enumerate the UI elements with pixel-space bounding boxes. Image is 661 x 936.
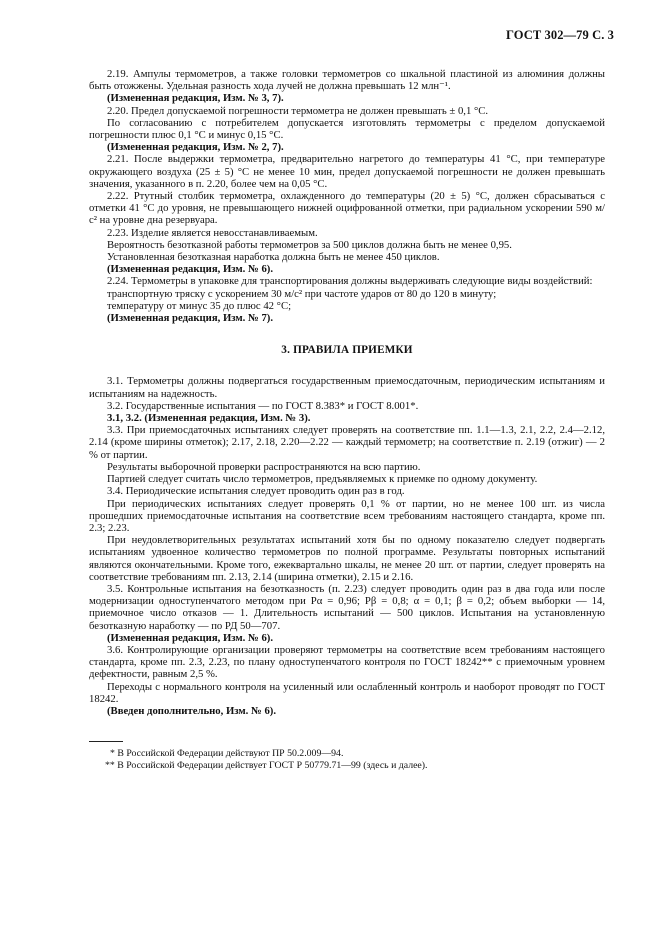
paragraph: 3.3. При приемосдаточных испытаниях следует проверять на соответствие пп. 1.1—1.3, 2.1, 2.2, 2.4—2.12, 2.14 (кроме ширины отметок); 2.17, 2.18, 2.20—2.22 — каждый термометр; на соответствие п. 2.19 (отжиг) — 2 % от партии. xyxy=(89,424,605,461)
revision-note: (Измененная редакция, Изм. № 6). xyxy=(107,631,274,644)
footnote-1: * В Российской Федерации действуют ПР 50.2.009—94. xyxy=(110,748,344,760)
paragraph: По согласованию с потребителем допускается изготовлять термометры с пределом допускаемой погрешности плюс 0,1 °С и минус 0,15 °С. xyxy=(89,116,605,142)
paragraph: Результаты выборочной проверки распространяются на всю партию. xyxy=(107,460,421,473)
paragraph: При периодических испытаниях следует проверять 0,1 % от партии, но не менее 100 шт. из числа прошедших приемосдаточные испытания на соответствие всем требованиям настоящего стандарта, кроме пп. 2.3; 2.23. xyxy=(89,497,605,534)
footnote-divider xyxy=(89,741,123,742)
paragraph: Партией следует считать число термометров, предъявляемых к приемке по одному документу. xyxy=(107,473,538,486)
footnote-2: ** В Российской Федерации действует ГОСТ Р 50779.71—99 (здесь и далее). xyxy=(105,760,428,772)
paragraph: 2.21. После выдержки термометра, предварительно нагретого до температуры 41 °С, при температуре окружающего воздуха (25 ± 5) °С не менее 10 мин, предел допускаемой погрешности не должен превышать значения, указанного в п. 2.20, более чем на 0,05 °С. xyxy=(89,153,605,190)
revision-note: (Измененная редакция, Изм. № 7). xyxy=(107,312,274,325)
section-title: 3. ПРАВИЛА ПРИЕМКИ xyxy=(281,344,413,357)
paragraph: 2.24. Термометры в упаковке для транспортирования должны выдерживать следующие виды воздействий: xyxy=(107,275,593,288)
paragraph: Переходы с нормального контроля на усиленный или ослабленный контроль и наоборот проводят по ГОСТ 18242. xyxy=(89,680,605,705)
paragraph: Вероятность безотказной работы термометров за 500 циклов должна быть не менее 0,95. xyxy=(107,238,512,251)
paragraph: При неудовлетворительных результатах испытаний хотя бы по одному показателю следует подвергать испытаниям удвоенное количество термометров по полной программе. Результаты повторных испытаний являются окончательными. Кроме того, ежеквартально шкалы, не менее 20 шт. от партии, следует проверять на соответствие требованиям пп. 2.13, 2.14 (ширина отметки), 2.15 и 2.16. xyxy=(89,534,605,583)
paragraph: транспортную тряску с ускорением 30 м/с² при частоте ударов от 80 до 120 в минуту; xyxy=(107,287,497,300)
section-2-continued xyxy=(89,68,605,324)
paragraph: 2.19. Ампулы термометров, а также головки термометров со шкальной пластиной из алюминия должны быть отожжены. Удельная разность хода лучей не должна превышать 12 млн⁻¹. xyxy=(89,68,605,93)
paragraph: 2.22. Ртутный столбик термометра, охлажденного до температуры (20 ± 5) °С, должен сбрасываться с отметки 41 °С до уровня, не превышающего нижней оцифрованной отметки, при радиальном ускорении 590 м/с² на уровне дна резервуара. xyxy=(89,190,605,227)
revision-note: 3.1, 3.2. (Измененная редакция, Изм. № 3). xyxy=(107,412,311,425)
revision-note: (Измененная редакция, Изм. № 2, 7). xyxy=(107,141,284,154)
section-3-body xyxy=(89,375,605,717)
paragraph: 3.5. Контрольные испытания на безотказность (п. 2.23) следует проводить один раз в два года или после модернизации одноступенчатого методом при Pα = 0,96; Pβ = 0,8; α = 0,1; β = 0,2; объем выборки — 14, приемочное число отказов — 1. Длительность испытаний — 500 циклов. Испытания на установленную безотказную наработку — по РД 50—707. xyxy=(89,582,605,632)
page-header: ГОСТ 302—79 С. 3 xyxy=(505,28,614,42)
paragraph: 3.2. Государственные испытания — по ГОСТ 8.383* и ГОСТ 8.001*. xyxy=(107,399,419,412)
paragraph: 3.1. Термометры должны подвергаться государственным приемосдаточным, периодическим испытаниям и испытаниям на надежность. xyxy=(89,375,605,400)
revision-note: (Измененная редакция, Изм. № 3, 7). xyxy=(107,92,284,105)
paragraph: 2.23. Изделие является невосстанавливаемым. xyxy=(107,226,318,239)
paragraph: 3.6. Контролирующие организации проверяют термометры на соответствие всем требованиям настоящего стандарта, кроме пп. 2.3, 2.23, по плану одноступенчатого контроля по ГОСТ 18242** с приемочным уровнем дефектности, равным 2,5 %. xyxy=(89,643,605,681)
document-body xyxy=(89,68,605,772)
paragraph: температуру от минус 35 до плюс 42 °С; xyxy=(107,299,292,312)
paragraph: 2.20. Предел допускаемой погрешности термометра не должен превышать ± 0,1 °С. xyxy=(107,104,489,117)
revision-note: (Измененная редакция, Изм. № 6). xyxy=(107,263,274,276)
revision-note: (Введен дополнительно, Изм. № 6). xyxy=(107,704,277,717)
paragraph: Установленная безотказная наработка должна быть не менее 450 циклов. xyxy=(107,251,440,264)
paragraph: 3.4. Периодические испытания следует проводить один раз в год. xyxy=(107,485,405,498)
